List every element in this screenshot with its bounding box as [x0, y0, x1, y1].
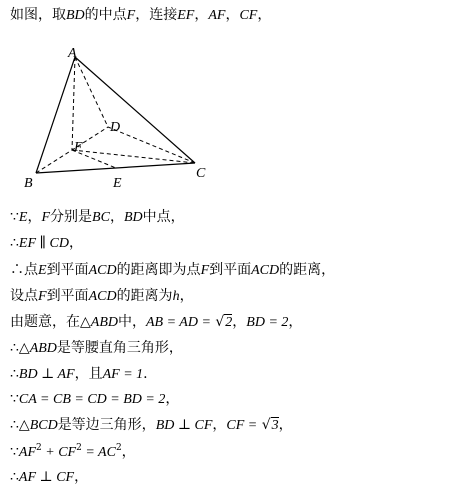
- line-8: [10, 390, 179, 409]
- label-a: A: [68, 46, 77, 61]
- because-symbol: ∵: [10, 391, 19, 407]
- line-7: [10, 365, 148, 384]
- math-expression: BD = 2: [246, 315, 289, 330]
- intro-text: 如图，取: [10, 7, 66, 23]
- text: ∴△: [10, 340, 30, 356]
- segment-bd: BD: [123, 210, 143, 225]
- point-e: E: [18, 210, 28, 225]
- segment-bd: BD: [66, 8, 85, 23]
- text: 中，: [118, 314, 146, 330]
- line-6: [10, 339, 183, 358]
- text: ，且: [74, 366, 103, 382]
- therefore-symbol: ∴: [10, 235, 19, 251]
- exponent: 2: [115, 443, 122, 453]
- text: ，: [27, 209, 42, 225]
- label-e: E: [113, 176, 122, 191]
- math-expression: BD ⊥ CF: [155, 418, 213, 433]
- text: 由题意，在△: [10, 314, 91, 330]
- triangle-abd: ABD: [29, 341, 57, 356]
- math-expression: BD ⊥ AF: [18, 367, 75, 382]
- therefore-symbol: ∴: [10, 366, 19, 382]
- line-9: [10, 416, 293, 435]
- text: ，: [121, 444, 136, 460]
- math-expression: CA = CB = CD = BD = 2: [18, 392, 166, 407]
- label-d: D: [110, 120, 121, 135]
- plane-acd: ACD: [88, 263, 117, 278]
- plane-acd: ACD: [251, 263, 280, 278]
- math-expression: AF = 1: [102, 367, 144, 382]
- text: 到平面: [46, 262, 89, 278]
- text: 设点: [10, 288, 38, 304]
- text: ∴△: [10, 417, 30, 433]
- because-symbol: ∵: [10, 444, 19, 460]
- tetrahedron-figure: [20, 45, 250, 205]
- text: 的距离即为点: [116, 262, 201, 278]
- edge-ab: [36, 57, 75, 173]
- sqrt-symbol: √2: [215, 314, 233, 330]
- text: ，: [288, 314, 303, 330]
- text: 到平面: [46, 288, 89, 304]
- label-b: B: [24, 176, 33, 191]
- segment-af: AF: [208, 8, 226, 23]
- math-term: AF: [18, 445, 37, 460]
- text: 分别是: [50, 209, 93, 225]
- edge-cd: [108, 127, 195, 163]
- text: 的距离为: [116, 288, 173, 304]
- because-symbol: ∵: [10, 209, 19, 225]
- line-4: [10, 287, 194, 306]
- point-f: F: [41, 210, 51, 225]
- therefore-symbol: ∴: [10, 469, 19, 485]
- intro-text: 的中点: [84, 7, 127, 23]
- text: 中点，: [142, 209, 185, 225]
- text: ，: [109, 209, 124, 225]
- math-expression: CF =: [226, 418, 258, 433]
- math-expression: AB = AD =: [146, 315, 211, 330]
- plane-acd: ACD: [88, 289, 117, 304]
- edge-ac: [75, 57, 195, 163]
- text: ，: [68, 235, 83, 251]
- point-f: F: [200, 263, 210, 278]
- text: ，: [212, 417, 227, 433]
- segment-cf: CF: [239, 8, 258, 23]
- exponent: 2: [76, 443, 82, 453]
- separator: ，: [194, 7, 209, 23]
- segment-af-line: [72, 57, 75, 150]
- line-11: [10, 468, 88, 487]
- exponent: 2: [36, 443, 42, 453]
- line-10: [10, 443, 136, 462]
- text: ，: [74, 469, 89, 485]
- text: ，: [232, 314, 247, 330]
- text: ，: [278, 417, 293, 433]
- edge-ad: [75, 57, 108, 127]
- text: 的距离，: [279, 262, 336, 278]
- point-e: E: [38, 263, 47, 278]
- math-expression: AF ⊥ CF: [18, 470, 75, 485]
- label-c: C: [196, 166, 206, 181]
- text: 到平面: [209, 262, 252, 278]
- separator: ，: [257, 7, 272, 23]
- triangle-bcd: BCD: [29, 418, 58, 433]
- radicand: 3: [271, 418, 279, 433]
- line-1: [10, 208, 185, 227]
- segment-cf-line: [72, 150, 195, 163]
- intro-line: [10, 6, 271, 25]
- math-term: = AC: [81, 445, 116, 460]
- line-3: [10, 261, 335, 280]
- text: .: [143, 366, 148, 382]
- segment-ef: EF: [177, 8, 195, 23]
- edge-bc: [36, 163, 195, 173]
- text: ，: [179, 288, 194, 304]
- point-f: F: [126, 8, 136, 23]
- line-2: [10, 234, 83, 253]
- line-5: [10, 313, 302, 332]
- segment-bc: BC: [92, 210, 110, 225]
- separator: ，: [225, 7, 240, 23]
- text: ∴点: [10, 262, 38, 278]
- label-f: F: [74, 140, 83, 155]
- sqrt-symbol: √3: [261, 417, 279, 433]
- triangle-abd: ABD: [90, 315, 118, 330]
- math-term: + CF: [41, 445, 77, 460]
- math-expression: EF ∥ CD: [18, 236, 69, 251]
- point-f: F: [38, 289, 47, 304]
- radicand: 2: [225, 315, 233, 330]
- variable-h: h: [172, 289, 180, 304]
- text: ，: [165, 391, 180, 407]
- intro-text: ，连接: [135, 7, 178, 23]
- text: 是等边三角形，: [57, 417, 156, 433]
- text: 是等腰直角三角形，: [56, 340, 183, 356]
